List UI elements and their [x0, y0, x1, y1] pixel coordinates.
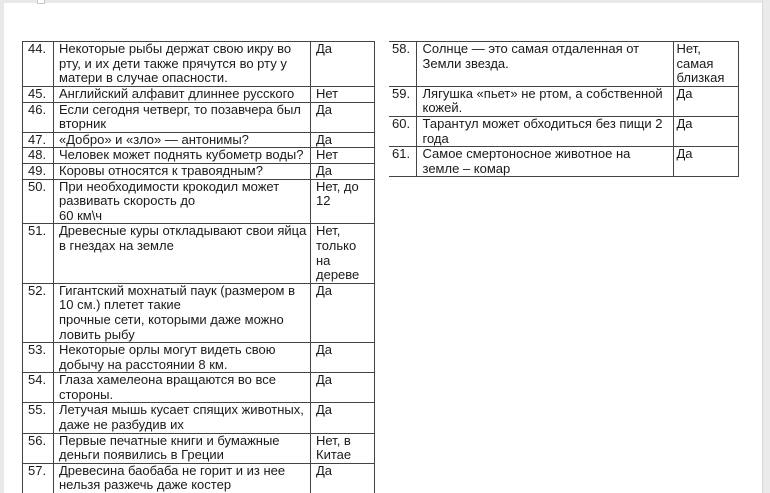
- answer: Да: [311, 463, 375, 493]
- table-row: [23, 224, 375, 283]
- statement: Тарантул может обходиться без пищи 2 года: [416, 116, 673, 146]
- page-corner-marker: [37, 0, 45, 4]
- table-row: [389, 42, 738, 87]
- table-row: [23, 283, 375, 342]
- row-number: 49.: [23, 163, 54, 179]
- answer: Да: [311, 132, 375, 148]
- quiz-table-left: [22, 41, 375, 493]
- table-row: [23, 42, 375, 87]
- statement: Солнце — это самая отдаленная от Земли звезда.: [416, 42, 673, 87]
- row-number: 61.: [389, 147, 416, 177]
- row-number: 47.: [23, 132, 54, 148]
- table-row: [23, 343, 375, 373]
- table-row: [23, 403, 375, 433]
- quiz-table-right: [389, 41, 739, 177]
- answer: Нет, только на дереве: [311, 224, 375, 283]
- row-number: 50.: [23, 179, 54, 224]
- statement: Первые печатные книги и бумажные деньги появились в Греции: [54, 433, 311, 463]
- answer: Нет, до 12: [311, 179, 375, 224]
- statement: Если сегодня четверг, то позавчера был вторник: [54, 102, 311, 132]
- table-row: [23, 179, 375, 224]
- statement: Некоторые рыбы держат свою икру во рту, и их дети также прячутся во рту у матери в случае опасности.: [54, 42, 311, 87]
- row-number: 60.: [389, 116, 416, 146]
- table-row: [23, 102, 375, 132]
- statement: Некоторые орлы могут видеть свою добычу на расстоянии 8 км.: [54, 343, 311, 373]
- row-number: 55.: [23, 403, 54, 433]
- row-number: 53.: [23, 343, 54, 373]
- answer: Да: [673, 116, 738, 146]
- table-row: [23, 163, 375, 179]
- table-row: [23, 463, 375, 493]
- answer: Нет: [311, 87, 375, 103]
- table-row: [389, 147, 738, 177]
- row-number: 56.: [23, 433, 54, 463]
- statement: Летучая мышь кусает спящих животных, даже не разбудив их: [54, 403, 311, 433]
- answer: Да: [311, 102, 375, 132]
- statement: Древесные куры откладывают свои яйца в гнездах на земле: [54, 224, 311, 283]
- answer: Да: [311, 163, 375, 179]
- row-number: 51.: [23, 224, 54, 283]
- statement: Гигантский мохнатый паук (размером в 10 см.) плетет такие прочные сети, которыми даже можно ловить рыбу: [54, 283, 311, 342]
- statement: Английский алфавит длиннее русского: [54, 87, 311, 103]
- answer: Нет, самая близкая: [673, 42, 738, 87]
- answer: Да: [311, 283, 375, 342]
- table-row: [23, 132, 375, 148]
- statement: При необходимости крокодил может развивать скорость до 60 км\ч: [54, 179, 311, 224]
- statement: Самое смертоносное животное на земле – комар: [416, 147, 673, 177]
- row-number: 57.: [23, 463, 54, 493]
- scrollbar-track[interactable]: [762, 0, 770, 493]
- row-number: 45.: [23, 87, 54, 103]
- row-number: 54.: [23, 373, 54, 403]
- answer: Нет, в Китае: [311, 433, 375, 463]
- statement: Коровы относятся к травоядным?: [54, 163, 311, 179]
- table-row: [389, 86, 738, 116]
- statement: Глаза хамелеона вращаются во все стороны.: [54, 373, 311, 403]
- answer: Да: [311, 373, 375, 403]
- row-number: 58.: [389, 42, 416, 87]
- row-number: 48.: [23, 148, 54, 164]
- answer: Да: [673, 86, 738, 116]
- statement: Лягушка «пьет» не ртом, а собственной кожей.: [416, 86, 673, 116]
- table-row: [389, 116, 738, 146]
- row-number: 46.: [23, 102, 54, 132]
- table-row: [23, 373, 375, 403]
- table-row: [23, 433, 375, 463]
- statement: Человек может поднять кубометр воды?: [54, 148, 311, 164]
- table-row: [23, 148, 375, 164]
- statement: «Добро» и «зло» — антонимы?: [54, 132, 311, 148]
- row-number: 44.: [23, 42, 54, 87]
- answer: Да: [311, 42, 375, 87]
- answer: Да: [673, 147, 738, 177]
- table-row: [23, 87, 375, 103]
- row-number: 59.: [389, 86, 416, 116]
- statement: Древесина баобаба не горит и из нее нельзя разжечь даже костер: [54, 463, 311, 493]
- answer: Нет: [311, 148, 375, 164]
- answer: Да: [311, 403, 375, 433]
- row-number: 52.: [23, 283, 54, 342]
- answer: Да: [311, 343, 375, 373]
